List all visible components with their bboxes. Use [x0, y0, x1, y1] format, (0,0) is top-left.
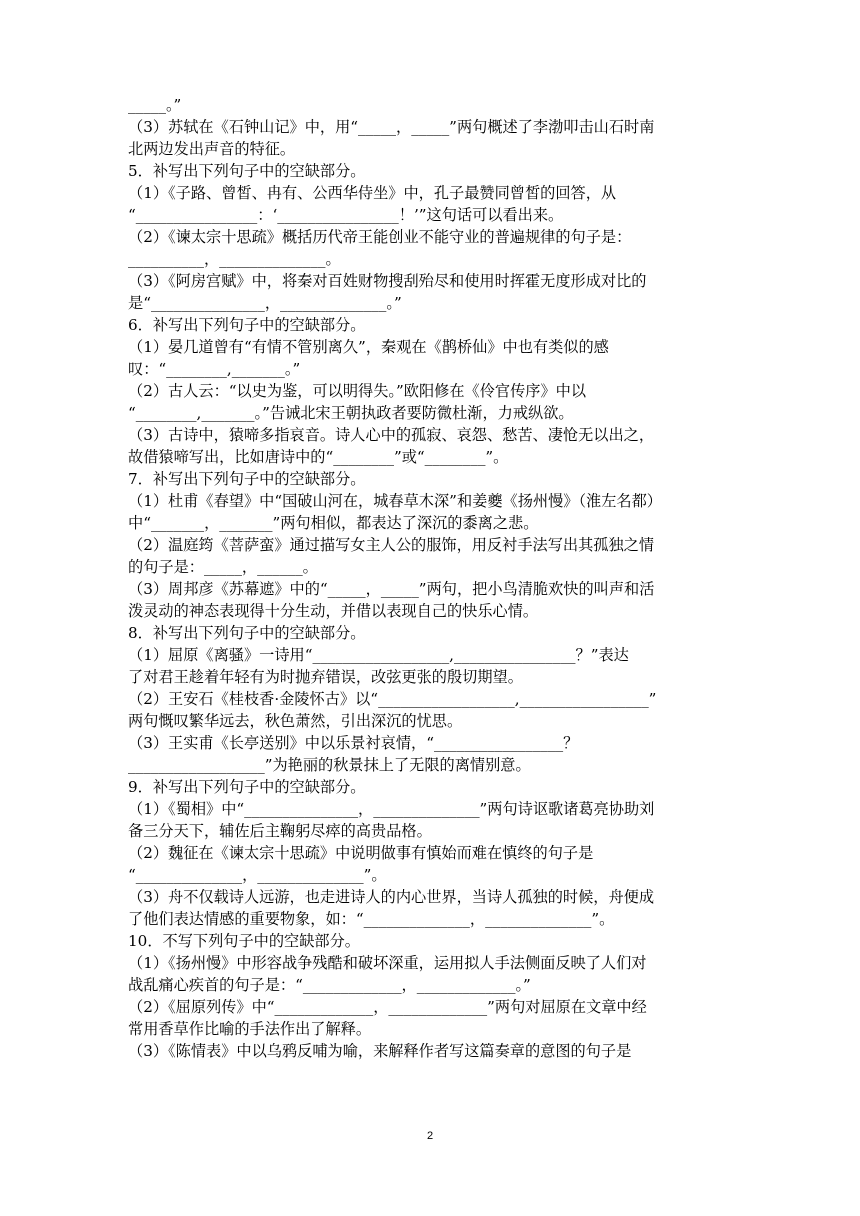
text-line: （1）《扬州慢》中形容战争残酷和破坏深重，运用拟人手法侧面反映了人们对	[128, 954, 647, 972]
text-line: （3）《陈情表》中以乌鸦反哺为喻，来解释作者写这篇奏章的意图的句子是	[128, 1042, 632, 1060]
text-line: 7．补写出下列句子中的空缺部分。	[128, 470, 366, 488]
text-line: 战乱痛心疾首的句子是：“_____________，_____________。”	[128, 976, 531, 994]
text-line: 北两边发出声音的特征。	[128, 140, 296, 158]
page-number: 2	[426, 1130, 434, 1142]
text-line: 9．补写出下列句子中的空缺部分。	[128, 778, 366, 796]
text-line: 了对君王趁着年轻有为时抛弃错误，改弦更张的殷切期望。	[128, 668, 523, 686]
text-line: 的句子是：_____，______。	[128, 558, 318, 576]
text-line: 备三分天下，辅佐后主鞠躬尽瘁的高贵品格。	[128, 822, 432, 840]
text-line: （2）魏征在《谏太宗十思疏》中说明做事有慎始而难在慎终的句子是	[128, 844, 594, 862]
text-line: 故借猿啼写出，比如唐诗中的“________”或“________”。	[128, 448, 509, 466]
text-line: （3）苏轼在《石钟山记》中，用“_____，_____”两句概述了李渤叩击山石时南	[128, 118, 655, 136]
text-line: 6．补写出下列句子中的空缺部分。	[128, 316, 366, 334]
text-line: （1）屈原《离骚》一诗用“__________________,________________？”表达	[128, 646, 629, 664]
text-line: 10．不写下列句子中的空缺部分。	[128, 932, 360, 950]
text-line: （3）周邦彦《苏幕遮》中的“_____，_____”两句，把小鸟清脆欢快的叫声和活	[128, 580, 655, 598]
text-line: “______________，______________”。	[128, 866, 387, 884]
text-line: （3）古诗中，猿啼多指哀音。诗人心中的孤寂、哀怨、愁苦、凄怆无以出之，	[128, 426, 655, 444]
text-line: （2）温庭筠《菩萨蛮》通过描写女主人公的服饰，用反衬手法写出其孤独之情	[128, 536, 655, 554]
text-line: （2）古人云：“以史为鉴，可以明得失。”欧阳修在《伶官传序》中以	[128, 382, 587, 400]
text-line: “________,_______。”告诫北宋王朝执政者要防微杜渐，力戒纵欲。	[128, 404, 574, 422]
text-line: （1）杜甫《春望》中“国破山河在，城春草木深”和姜夔《扬州慢》（淮左名都）	[128, 492, 662, 510]
text-line: 是“_______________，______________。”	[128, 294, 402, 312]
text-line: 了他们表达情感的重要物象，如：“______________，______________”。	[128, 910, 615, 928]
text-line: 常用香草作比喻的手法作出了解释。	[128, 1020, 371, 1038]
text-line: _____。”	[128, 96, 182, 114]
text-line: 叹：“________,_______。”	[128, 360, 301, 378]
text-line: 两句慨叹繁华远去，秋色萧然，引出深沉的忧思。	[128, 712, 463, 730]
text-line: （3）舟不仅载诗人远游，也走进诗人的内心世界，当诗人孤独的时候，舟便成	[128, 888, 655, 906]
text-line: （3）王实甫《长亭送别》中以乐景衬哀情，“_________________？	[128, 734, 579, 752]
text-line: 中“_______，_______”两句相似，都表达了深沉的黍离之悲。	[128, 514, 539, 532]
text-line: 泼灵动的神态表现得十分生动，并借以表现自己的快乐心情。	[128, 602, 539, 620]
text-line: “________________：‘________________！’”这句话可以看出来。	[128, 206, 564, 224]
text-line: （2）《谏太宗十思疏》概括历代帝王能创业不能守业的普遍规律的句子是：	[128, 228, 632, 246]
text-line: __________________”为艳丽的秋景抹上了无限的离情别意。	[128, 756, 531, 774]
text-line: 5．补写出下列句子中的空缺部分。	[128, 162, 366, 180]
text-line: （1）晏几道曾有“有情不管别离久”，秦观在《鹊桥仙》中也有类似的感	[128, 338, 609, 356]
text-line: （2）《屈原列传》中“_____________，_____________”两句对屈原在文章中经	[128, 998, 647, 1016]
text-line: （1）《子路、曾皙、冉有、公西华侍坐》中，孔子最赞同曾皙的回答，从	[128, 184, 617, 202]
text-line: 8．补写出下列句子中的空缺部分。	[128, 624, 366, 642]
text-line: （3）《阿房宫赋》中，将秦对百姓财物搜刮殆尽和使用时挥霍无度形成对比的	[128, 272, 647, 290]
text-line: （1）《蜀相》中“_______________，______________”两句诗讴歌诸葛亮协助刘	[128, 800, 655, 818]
text-line: （2）王安石《桂枝香·金陵怀古》以“__________________,_________________”	[128, 690, 657, 708]
text-line: __________，______________。	[128, 250, 341, 268]
